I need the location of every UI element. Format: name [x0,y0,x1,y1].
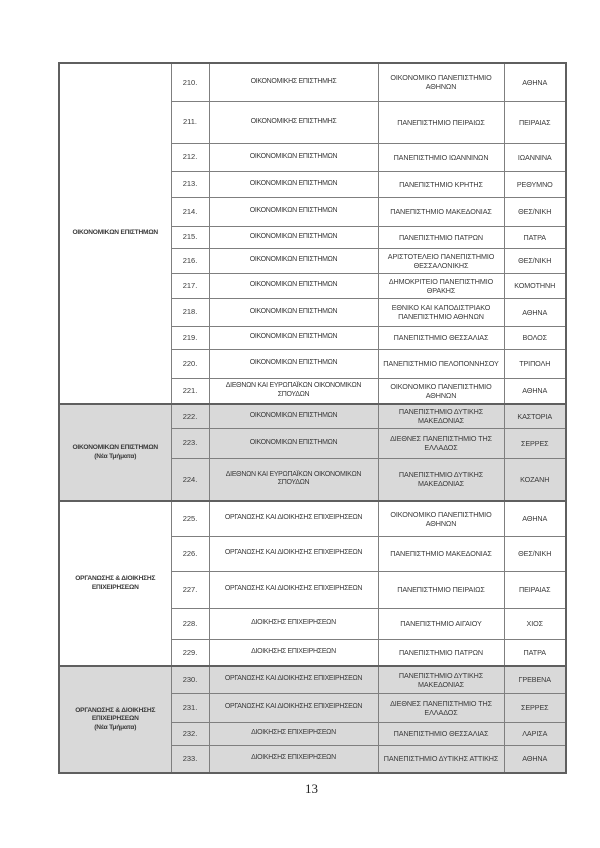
university-cell: ΠΑΝΕΠΙΣΤΗΜΙΟ ΑΙΓΑΙΟΥ [378,608,504,639]
row-number-cell: 225. [171,501,209,536]
row-number-cell: 224. [171,458,209,501]
department-cell: ΟΡΓΑΝΩΣΗΣ ΚΑΙ ΔΙΟΙΚΗΣΗΣ ΕΠΙΧΕΙΡΗΣΕΩΝ [209,571,378,608]
department-cell: ΟΙΚΟΝΟΜΙΚΩΝ ΕΠΙΣΤΗΜΩΝ [209,326,378,349]
city-cell: ΘΕΣ/ΝΙΚΗ [504,248,566,273]
department-cell: ΔΙΟΙΚΗΣΗΣ ΕΠΙΧΕΙΡΗΣΕΩΝ [209,745,378,773]
city-cell: ΡΕΘΥΜΝΟ [504,171,566,197]
city-cell: ΚΑΣΤΟΡΙΑ [504,404,566,428]
row-number-cell: 217. [171,273,209,298]
table-row [59,666,566,693]
city-cell: ΚΟΖΑΝΗ [504,458,566,501]
row-number-cell: 232. [171,722,209,745]
row-number-cell: 213. [171,171,209,197]
university-cell: ΔΙΕΘΝΕΣ ΠΑΝΕΠΙΣΤΗΜΙΟ ΤΗΣ ΕΛΛΑΔΟΣ [378,693,504,722]
university-cell: ΔΙΕΘΝΕΣ ΠΑΝΕΠΙΣΤΗΜΙΟ ΤΗΣ ΕΛΛΑΔΟΣ [378,428,504,458]
university-cell: ΠΑΝΕΠΙΣΤΗΜΙΟ ΔΥΤΙΚΗΣ ΑΤΤΙΚΗΣ [378,745,504,773]
category-note: (Νέα Τμήματα) [94,723,137,731]
university-cell: ΠΑΝΕΠΙΣΤΗΜΙΟ ΠΕΙΡΑΙΩΣ [378,571,504,608]
university-cell: ΑΡΙΣΤΟΤΕΛΕΙΟ ΠΑΝΕΠΙΣΤΗΜΙΟ ΘΕΣΣΑΛΟΝΙΚΗΣ [378,248,504,273]
university-cell: ΠΑΝΕΠΙΣΤΗΜΙΟ ΠΑΤΡΩΝ [378,226,504,248]
city-cell: ΠΕΙΡΑΙΑΣ [504,571,566,608]
university-cell: ΠΑΝΕΠΙΣΤΗΜΙΟ ΘΕΣΣΑΛΙΑΣ [378,722,504,745]
table-row [59,404,566,428]
row-number-cell: 211. [171,101,209,143]
row-number-cell: 212. [171,143,209,171]
row-number-cell: 218. [171,298,209,326]
category-cell [59,666,171,773]
row-number-cell: 215. [171,226,209,248]
city-cell: ΣΕΡΡΕΣ [504,693,566,722]
department-cell: ΟΡΓΑΝΩΣΗΣ ΚΑΙ ΔΙΟΙΚΗΣΗΣ ΕΠΙΧΕΙΡΗΣΕΩΝ [209,536,378,571]
university-cell: ΠΑΝΕΠΙΣΤΗΜΙΟ ΚΡΗΤΗΣ [378,171,504,197]
department-cell: ΟΙΚΟΝΟΜΙΚΩΝ ΕΠΙΣΤΗΜΩΝ [209,298,378,326]
category-cell [59,404,171,501]
city-cell: ΑΘΗΝΑ [504,298,566,326]
department-cell: ΔΙΟΙΚΗΣΗΣ ΕΠΙΧΕΙΡΗΣΕΩΝ [209,639,378,666]
department-cell: ΔΙΕΘΝΩΝ ΚΑΙ ΕΥΡΩΠΑΪΚΩΝ ΟΙΚΟΝΟΜΙΚΩΝ ΣΠΟΥΔΩΝ [209,378,378,404]
university-cell: ΠΑΝΕΠΙΣΤΗΜΙΟ ΠΑΤΡΩΝ [378,639,504,666]
university-cell: ΠΑΝΕΠΙΣΤΗΜΙΟ ΔΥΤΙΚΗΣ ΜΑΚΕΔΟΝΙΑΣ [378,404,504,428]
department-cell: ΟΙΚΟΝΟΜΙΚΩΝ ΕΠΙΣΤΗΜΩΝ [209,143,378,171]
university-cell: ΠΑΝΕΠΙΣΤΗΜΙΟ ΘΕΣΣΑΛΙΑΣ [378,326,504,349]
city-cell: ΛΑΡΙΣΑ [504,722,566,745]
row-number-cell: 222. [171,404,209,428]
department-cell: ΟΡΓΑΝΩΣΗΣ ΚΑΙ ΔΙΟΙΚΗΣΗΣ ΕΠΙΧΕΙΡΗΣΕΩΝ [209,693,378,722]
row-number-cell: 220. [171,349,209,378]
department-cell: ΟΙΚΟΝΟΜΙΚΩΝ ΕΠΙΣΤΗΜΩΝ [209,171,378,197]
department-cell: ΟΙΚΟΝΟΜΙΚΩΝ ΕΠΙΣΤΗΜΩΝ [209,226,378,248]
category-cell [59,501,171,666]
row-number-cell: 231. [171,693,209,722]
university-cell: ΔΗΜΟΚΡΙΤΕΙΟ ΠΑΝΕΠΙΣΤΗΜΙΟ ΘΡΑΚΗΣ [378,273,504,298]
department-cell: ΟΙΚΟΝΟΜΙΚΩΝ ΕΠΙΣΤΗΜΩΝ [209,273,378,298]
table-row [59,63,566,101]
university-cell: ΟΙΚΟΝΟΜΙΚΟ ΠΑΝΕΠΙΣΤΗΜΙΟ ΑΘΗΝΩΝ [378,63,504,101]
category-label: ΟΙΚΟΝΟΜΙΚΩΝ ΕΠΙΣΤΗΜΩΝ [72,444,158,452]
row-number-cell: 228. [171,608,209,639]
category-cell [59,63,171,404]
university-cell: ΠΑΝΕΠΙΣΤΗΜΙΟ ΜΑΚΕΔΟΝΙΑΣ [378,197,504,226]
table-row [59,501,566,536]
row-number-cell: 216. [171,248,209,273]
row-number-cell: 210. [171,63,209,101]
city-cell: ΚΟΜΟΤΗΝΗ [504,273,566,298]
department-cell: ΟΙΚΟΝΟΜΙΚΩΝ ΕΠΙΣΤΗΜΩΝ [209,197,378,226]
department-cell: ΟΙΚΟΝΟΜΙΚΩΝ ΕΠΙΣΤΗΜΩΝ [209,404,378,428]
row-number-cell: 221. [171,378,209,404]
department-cell: ΔΙΟΙΚΗΣΗΣ ΕΠΙΧΕΙΡΗΣΕΩΝ [209,722,378,745]
university-cell: ΟΙΚΟΝΟΜΙΚΟ ΠΑΝΕΠΙΣΤΗΜΙΟ ΑΘΗΝΩΝ [378,378,504,404]
page-number: 13 [305,781,318,796]
department-cell: ΟΡΓΑΝΩΣΗΣ ΚΑΙ ΔΙΟΙΚΗΣΗΣ ΕΠΙΧΕΙΡΗΣΕΩΝ [209,666,378,693]
city-cell: ΘΕΣ/ΝΙΚΗ [504,197,566,226]
row-number-cell: 223. [171,428,209,458]
university-cell: ΠΑΝΕΠΙΣΤΗΜΙΟ ΔΥΤΙΚΗΣ ΜΑΚΕΔΟΝΙΑΣ [378,666,504,693]
row-number-cell: 219. [171,326,209,349]
department-cell: ΟΙΚΟΝΟΜΙΚΗΣ ΕΠΙΣΤΗΜΗΣ [209,63,378,101]
row-number-cell: 230. [171,666,209,693]
city-cell: ΑΘΗΝΑ [504,501,566,536]
department-cell: ΔΙΕΘΝΩΝ ΚΑΙ ΕΥΡΩΠΑΪΚΩΝ ΟΙΚΟΝΟΜΙΚΩΝ ΣΠΟΥΔΩΝ [209,458,378,501]
category-label: ΟΡΓΑΝΩΣΗΣ & ΔΙΟΙΚΗΣΗΣ ΕΠΙΧΕΙΡΗΣΕΩΝ [75,707,156,723]
university-cell: ΠΑΝΕΠΙΣΤΗΜΙΟ ΠΕΛΟΠΟΝΝΗΣΟΥ [378,349,504,378]
category-label: ΟΡΓΑΝΩΣΗΣ & ΔΙΟΙΚΗΣΗΣ ΕΠΙΧΕΙΡΗΣΕΩΝ [75,575,156,591]
city-cell: ΘΕΣ/ΝΙΚΗ [504,536,566,571]
city-cell: ΑΘΗΝΑ [504,378,566,404]
department-cell: ΟΙΚΟΝΟΜΙΚΗΣ ΕΠΙΣΤΗΜΗΣ [209,101,378,143]
city-cell: ΠΑΤΡΑ [504,226,566,248]
university-cell: ΠΑΝΕΠΙΣΤΗΜΙΟ ΠΕΙΡΑΙΩΣ [378,101,504,143]
city-cell: ΧΙΟΣ [504,608,566,639]
city-cell: ΙΩΑΝΝΙΝΑ [504,143,566,171]
row-number-cell: 214. [171,197,209,226]
city-cell: ΠΕΙΡΑΙΑΣ [504,101,566,143]
city-cell: ΑΘΗΝΑ [504,745,566,773]
city-cell: ΒΟΛΟΣ [504,326,566,349]
university-cell: ΠΑΝΕΠΙΣΤΗΜΙΟ ΙΩΑΝΝΙΝΩΝ [378,143,504,171]
city-cell: ΑΘΗΝΑ [504,63,566,101]
city-cell: ΤΡΙΠΟΛΗ [504,349,566,378]
department-cell: ΟΙΚΟΝΟΜΙΚΩΝ ΕΠΙΣΤΗΜΩΝ [209,349,378,378]
university-cell: ΠΑΝΕΠΙΣΤΗΜΙΟ ΔΥΤΙΚΗΣ ΜΑΚΕΔΟΝΙΑΣ [378,458,504,501]
category-note: (Νέα Τμήματα) [94,452,137,460]
city-cell: ΣΕΡΡΕΣ [504,428,566,458]
city-cell: ΠΑΤΡΑ [504,639,566,666]
university-cell: ΠΑΝΕΠΙΣΤΗΜΙΟ ΜΑΚΕΔΟΝΙΑΣ [378,536,504,571]
category-label: ΟΙΚΟΝΟΜΙΚΩΝ ΕΠΙΣΤΗΜΩΝ [72,229,158,237]
row-number-cell: 227. [171,571,209,608]
department-cell: ΟΙΚΟΝΟΜΙΚΩΝ ΕΠΙΣΤΗΜΩΝ [209,248,378,273]
department-cell: ΔΙΟΙΚΗΣΗΣ ΕΠΙΧΕΙΡΗΣΕΩΝ [209,608,378,639]
university-cell: ΕΘΝΙΚΟ ΚΑΙ ΚΑΠΟΔΙΣΤΡΙΑΚΟ ΠΑΝΕΠΙΣΤΗΜΙΟ ΑΘΗΝΩΝ [378,298,504,326]
row-number-cell: 229. [171,639,209,666]
department-cell: ΟΡΓΑΝΩΣΗΣ ΚΑΙ ΔΙΟΙΚΗΣΗΣ ΕΠΙΧΕΙΡΗΣΕΩΝ [209,501,378,536]
row-number-cell: 233. [171,745,209,773]
city-cell: ΓΡΕΒΕΝΑ [504,666,566,693]
departments-table [58,62,567,774]
department-cell: ΟΙΚΟΝΟΜΙΚΩΝ ΕΠΙΣΤΗΜΩΝ [209,428,378,458]
university-cell: ΟΙΚΟΝΟΜΙΚΟ ΠΑΝΕΠΙΣΤΗΜΙΟ ΑΘΗΝΩΝ [378,501,504,536]
row-number-cell: 226. [171,536,209,571]
